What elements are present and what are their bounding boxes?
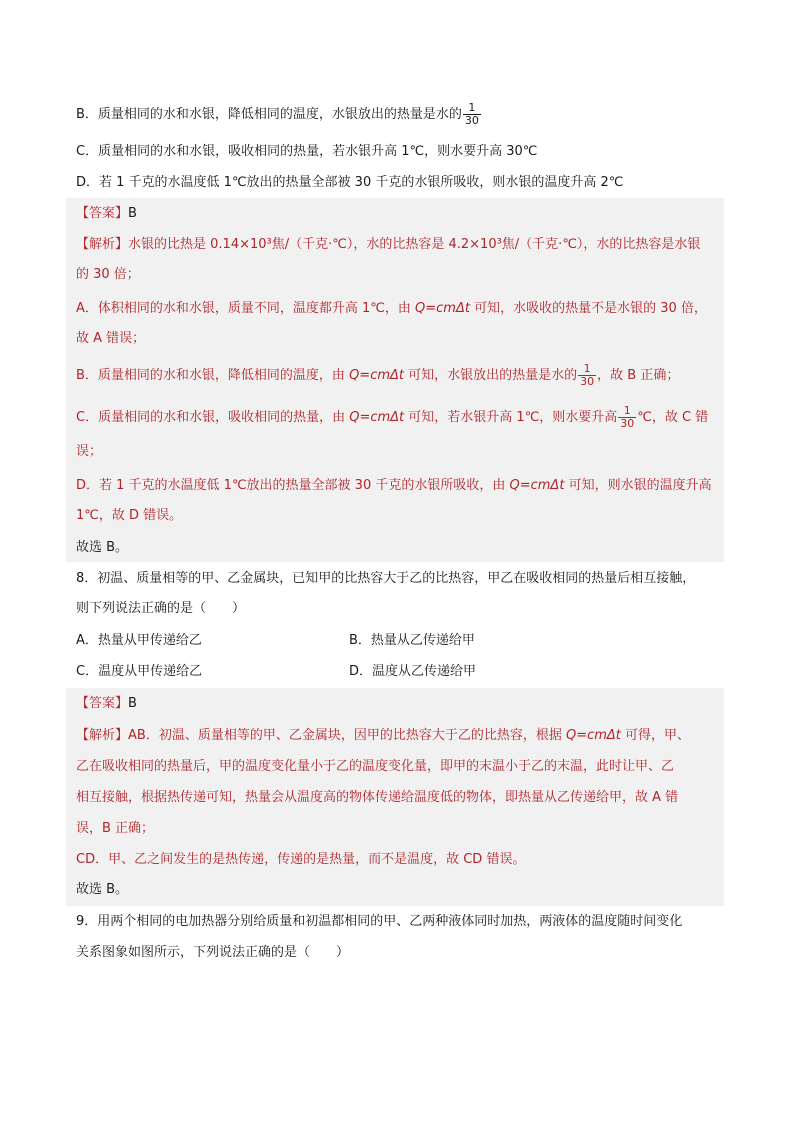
formula: Q=cmΔt	[349, 368, 404, 383]
answer-tag: 【答案】	[76, 206, 129, 221]
q9-stem-line-1: 9．用两个相同的电加热器分别给质量和初温都相同的甲、乙两种液体同时加热，两液体的温度随时间变化	[76, 914, 683, 929]
q7-analysis-line-6: C．质量相同的水和水银，吸收相同的热量，由 Q=cmΔt 可知，若水银升高 1℃，则水要升高 $\frac{1}{30}$ ℃，故 C 错	[76, 404, 709, 430]
q8-analysis-line-3: 相互接触，根据热传递可知，热量会从温度高的物体传递给温度低的物体，即热量从乙传递给甲，故 A 错	[76, 790, 679, 805]
q7-option-b	[76, 100, 726, 130]
analysis-tag: 【解析】	[76, 237, 129, 252]
q8-conclusion: 故选 B。	[76, 882, 129, 897]
q8-option-d: D．温度从乙传递给甲	[349, 664, 477, 679]
q7-analysis-line-9: 1℃，故 D 错误。	[76, 508, 183, 523]
q7-option-d: D．若 1 千克的水温度低 1℃放出的热量全部被 30 千克的水银所吸收，则水银的温度升高 2℃	[76, 175, 624, 190]
answer-tag: 【答案】	[76, 696, 129, 711]
q8-options-row-2	[76, 657, 726, 687]
q7-analysis-line-3: A．体积相同的水和水银，质量不同，温度都升高 1℃，由 Q=cmΔt 可知，水吸收的热量不是水银的 30 倍，	[76, 301, 707, 316]
q8-analysis-line-1: 【解析】AB．初温、质量相等的甲、乙金属块，因甲的比热容大于乙的比热容，根据 Q=cmΔt 可得，甲、	[76, 728, 691, 743]
formula: Q=cmΔt	[509, 478, 565, 493]
answer-value: B	[128, 696, 137, 711]
q8-analysis-line-2: 乙在吸收相同的热量后，甲的温度变化量小于乙的温度变化量，即甲的末温小于乙的末温，此时让甲、乙	[76, 759, 675, 774]
q7-analysis-line-2: 的 30 倍；	[76, 267, 140, 282]
q8-option-c: C．温度从甲传递给乙	[76, 664, 203, 679]
q7-option-c: C．质量相同的水和水银，吸收相同的热量，若水银升高 1℃，则水要升高 30℃	[76, 144, 538, 159]
formula: Q=cmΔt	[565, 728, 621, 743]
q7-analysis-line-1: 【解析】水银的比热是 0.14×10³焦/（千克·℃），水的比热容是 4.2×10³焦/（千克·℃），水的比热容是水银	[76, 237, 701, 252]
q7-analysis-line-5: B．质量相同的水和水银，降低相同的温度，由 Q=cmΔt 可知，水银放出的热量是水的 $\frac{1}{30}$ ，故 B 正确；	[76, 362, 680, 388]
fraction-one-thirtieth: $\frac{1}{30}$	[620, 404, 635, 430]
q9-stem-line-2: 关系图象如图所示，下列说法正确的是（ ）	[76, 945, 350, 960]
q8-analysis-line-4: 误，B 正确；	[76, 821, 155, 836]
q7-answer	[76, 199, 726, 229]
formula: Q=cmΔt	[349, 410, 405, 425]
q7-analysis-line-8: D．若 1 千克的水温度低 1℃放出的热量全部被 30 千克的水银所吸收，由 Q=cmΔt 可知，则水银的温度升高	[76, 478, 712, 493]
formula: Q=cmΔt	[415, 301, 470, 316]
q8-answer	[76, 689, 726, 719]
q8-stem-line-1: 8．初温、质量相等的甲、乙金属块，已知甲的比热容大于乙的比热容，甲乙在吸收相同的热量后相互接触，	[76, 571, 696, 586]
q7-analysis-line-7: 误；	[76, 444, 103, 459]
q8-option-a: A．热量从甲传递给乙	[76, 633, 202, 648]
analysis-tag: 【解析】	[76, 728, 129, 743]
q7-analysis-line-4: 故 A 错误；	[76, 331, 146, 346]
q7-conclusion: 故选 B。	[76, 540, 129, 555]
q8-options-row-1	[76, 626, 726, 656]
q8-stem-line-2: 则下列说法正确的是（ ）	[76, 601, 246, 616]
q8-analysis-line-5: CD．甲、乙之间发生的是热传递，传递的是热量，而不是温度，故 CD 错误。	[76, 852, 526, 867]
answer-value: B	[128, 206, 137, 221]
q7-option-b-text: B．质量相同的水和水银，降低相同的温度，水银放出的热量是水的	[76, 107, 462, 122]
q8-option-b: B．热量从乙传递给甲	[349, 633, 475, 648]
fraction-one-thirtieth: $\frac{1}{30}$	[464, 101, 479, 127]
fraction-one-thirtieth: $\frac{1}{30}$	[580, 362, 595, 388]
